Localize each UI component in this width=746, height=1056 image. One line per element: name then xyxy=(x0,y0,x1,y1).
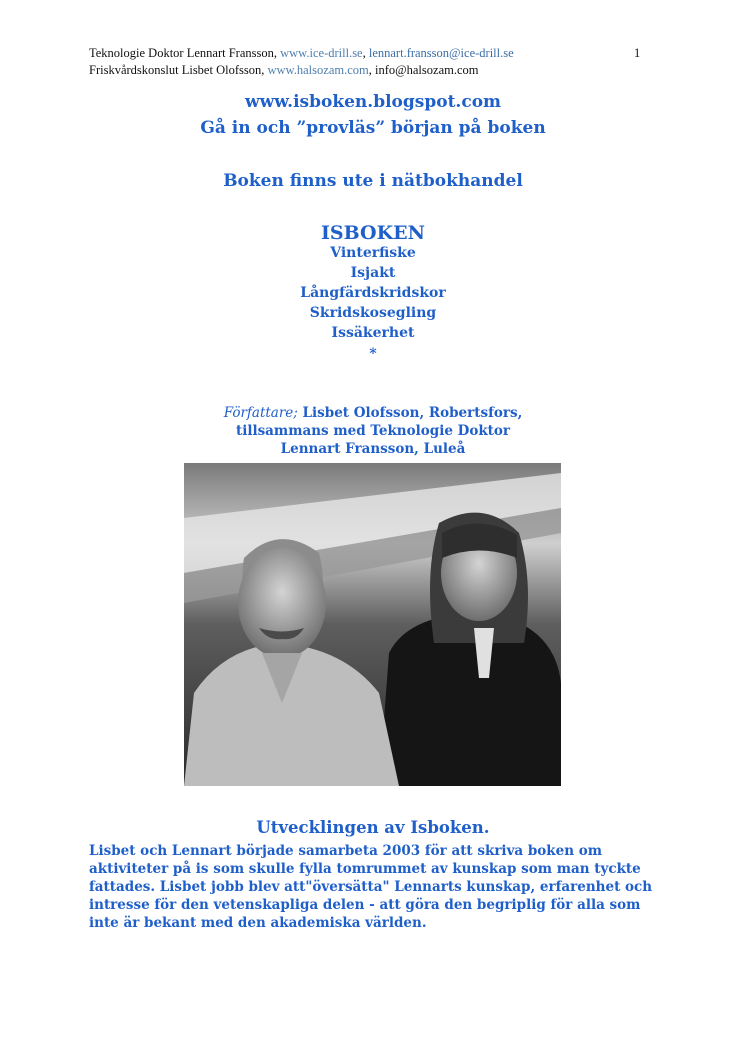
separator-star: * xyxy=(369,346,377,362)
authors-line-3: Lennart Fransson, Luleå xyxy=(280,441,466,457)
section-body: Lisbet och Lennart började samarbeta 2003 för att skriva boken om aktiviteter på is som skulle fylla tomrummet av kunskap som man tyckte fattades. Lisbet jobb blev att"översätta" Lennarts kunskap, erfarenhet och intresse för den vetenskapliga delen - att göra den begriplig för alla som inte är bekant med den akademiska världen. xyxy=(89,843,653,931)
topic-issakerhet: Issäkerhet xyxy=(331,325,415,341)
authors-line-2: tillsammans med Teknologie Doktor xyxy=(235,423,511,439)
ice-drill-link[interactable]: www.ice-drill.se xyxy=(280,46,363,60)
topic-skridskosegling: Skridskosegling xyxy=(309,305,437,321)
authors-line-1: Författare; Lisbet Olofsson, Robertsfors, xyxy=(223,405,523,421)
page-number: 1 xyxy=(634,46,641,60)
blog-cta: Gå in och ”provläs” början på boken xyxy=(200,118,546,138)
blog-url[interactable]: www.isboken.blogspot.com xyxy=(244,92,502,112)
header-line-1: Teknologie Doktor Lennart Fransson, www.ice-drill.se, lennart.fransson@ice-drill.se xyxy=(89,46,514,60)
topic-vinterfiske: Vinterfiske xyxy=(330,245,416,261)
topic-langfardskridskor: Långfärdskridskor xyxy=(300,285,446,301)
book-title: ISBOKEN xyxy=(321,222,425,244)
authors-photo xyxy=(184,463,561,786)
header-line-2: Friskvårdskonslut Lisbet Olofsson, www.halsozam.com, info@halsozam.com xyxy=(89,63,479,77)
shop-notice: Boken finns ute i nätbokhandel xyxy=(223,171,523,191)
header-author-1: Teknologie Doktor Lennart Fransson, xyxy=(89,46,281,60)
lisbet-email: info@halsozam.com xyxy=(374,63,479,77)
halsozam-link[interactable]: www.halsozam.com xyxy=(267,63,369,77)
section-heading: Utvecklingen av Isboken. xyxy=(256,818,490,837)
authors-label: Författare; xyxy=(223,405,298,421)
header-author-2: Friskvårdskonslut Lisbet Olofsson, xyxy=(89,63,268,77)
lennart-email-link[interactable]: lennart.fransson@ice-drill.se xyxy=(368,46,514,60)
topic-isjakt: Isjakt xyxy=(350,265,396,281)
